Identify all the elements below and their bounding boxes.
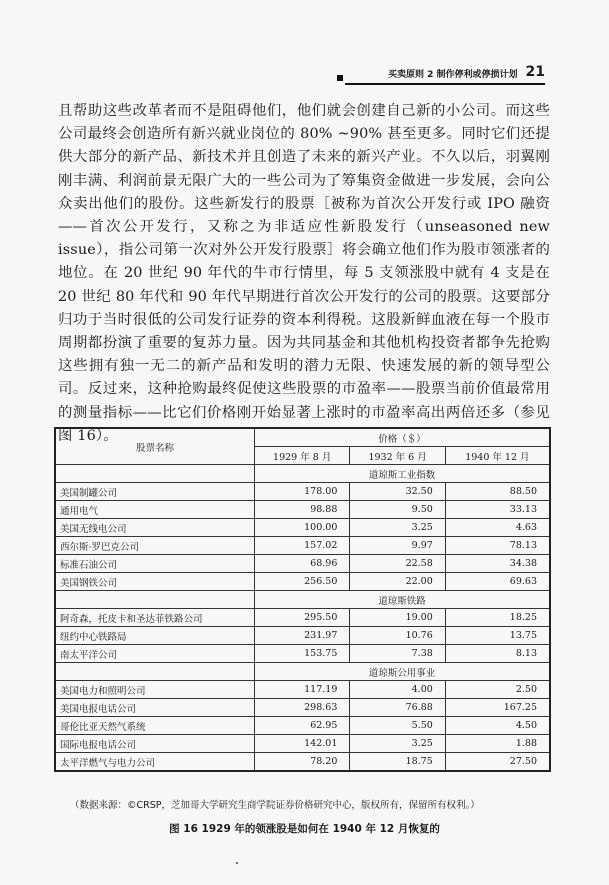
price-cell: 3.25 bbox=[350, 519, 445, 537]
section-row bbox=[55, 663, 550, 681]
section-blank-cell bbox=[55, 591, 255, 609]
price-cell: 7.38 bbox=[350, 645, 445, 663]
header-marker-icon bbox=[337, 75, 343, 81]
price-cell: 1.88 bbox=[445, 735, 550, 753]
stock-name-cell: 国际电报电话公司 bbox=[55, 735, 255, 753]
stock-name-cell: 美国制罐公司 bbox=[55, 483, 255, 501]
page-number: 21 bbox=[525, 64, 545, 80]
table-row bbox=[55, 483, 550, 501]
price-cell: 9.97 bbox=[350, 537, 445, 555]
price-cell: 18.25 bbox=[445, 609, 550, 627]
col-header-1929: 1929 年 8 月 bbox=[255, 447, 350, 465]
table-row bbox=[55, 501, 550, 519]
table-row bbox=[55, 573, 550, 591]
price-cell: 153.75 bbox=[255, 645, 350, 663]
price-cell: 4.50 bbox=[445, 717, 550, 735]
price-cell: 33.13 bbox=[445, 501, 550, 519]
col-header-1940: 1940 年 12 月 bbox=[445, 447, 550, 465]
table-row bbox=[55, 699, 550, 717]
price-cell: 8.13 bbox=[445, 645, 550, 663]
price-cell: 256.50 bbox=[255, 573, 350, 591]
header-rule bbox=[345, 83, 545, 85]
price-cell: 295.50 bbox=[255, 609, 350, 627]
section-row bbox=[55, 591, 550, 609]
price-cell: 5.50 bbox=[350, 717, 445, 735]
price-cell: 78.13 bbox=[445, 537, 550, 555]
body-paragraph-block bbox=[58, 100, 550, 448]
running-header bbox=[345, 64, 545, 80]
price-cell: 10.76 bbox=[350, 627, 445, 645]
price-cell: 19.00 bbox=[350, 609, 445, 627]
price-cell: 27.50 bbox=[445, 753, 550, 772]
price-cell: 32.50 bbox=[350, 483, 445, 501]
price-cell: 9.50 bbox=[350, 501, 445, 519]
price-cell: 142.01 bbox=[255, 735, 350, 753]
source-note: （数据来源：©CRSP，芝加哥大学研究生商学院证券价格研究中心，版权所有，保留所有权利。） bbox=[70, 800, 480, 811]
price-cell: 76.88 bbox=[350, 699, 445, 717]
price-cell: 68.96 bbox=[255, 555, 350, 573]
table-row bbox=[55, 555, 550, 573]
price-cell: 167.25 bbox=[445, 699, 550, 717]
price-cell: 13.75 bbox=[445, 627, 550, 645]
stock-name-header: 股票名称 bbox=[55, 428, 255, 465]
stock-name-cell: 美国电力和照明公司 bbox=[55, 681, 255, 699]
price-cell: 2.50 bbox=[445, 681, 550, 699]
page-speck bbox=[236, 862, 238, 864]
stock-name-cell: 标准石油公司 bbox=[55, 555, 255, 573]
table-row bbox=[55, 537, 550, 555]
section-title: 道琼斯工业指数 bbox=[255, 465, 551, 483]
price-cell: 62.95 bbox=[255, 717, 350, 735]
table-row bbox=[55, 627, 550, 645]
table-row bbox=[55, 609, 550, 627]
col-header-1932: 1932 年 6 月 bbox=[350, 447, 445, 465]
price-header: 价格（＄） bbox=[255, 428, 551, 447]
table-row bbox=[55, 717, 550, 735]
stock-name-cell: 太平洋燃气与电力公司 bbox=[55, 753, 255, 772]
table-row bbox=[55, 735, 550, 753]
stock-name-cell: 纽约中心铁路局 bbox=[55, 627, 255, 645]
stock-name-cell: 西尔斯·罗巴克公司 bbox=[55, 537, 255, 555]
price-cell: 78.20 bbox=[255, 753, 350, 772]
table-row bbox=[55, 519, 550, 537]
stock-name-cell: 美国电报电话公司 bbox=[55, 699, 255, 717]
section-row bbox=[55, 465, 550, 483]
price-cell: 18.75 bbox=[350, 753, 445, 772]
price-cell: 69.63 bbox=[445, 573, 550, 591]
stock-name-cell: 美国无线电公司 bbox=[55, 519, 255, 537]
price-cell: 3.25 bbox=[350, 735, 445, 753]
price-cell: 117.19 bbox=[255, 681, 350, 699]
table-row bbox=[55, 753, 550, 772]
price-cell: 231.97 bbox=[255, 627, 350, 645]
stock-name-cell: 美国钢铁公司 bbox=[55, 573, 255, 591]
table-header-row bbox=[55, 428, 550, 447]
price-cell: 22.58 bbox=[350, 555, 445, 573]
table-row bbox=[55, 681, 550, 699]
price-table bbox=[54, 427, 551, 772]
body-paragraph: 且帮助这些改革者而不是阻碍他们，他们就会创建自己新的小公司。而这些公司最终会创造所有新兴就业岗位的 80% ~90% 甚至更多。同时它们还提供大部分的新产品、新技术并且创造了未来的新兴产业。不久以后，羽翼刚刚丰满、利润前景无限广大的一些公司为了筹集资金做进一步发展，会向公众卖出他们的股份。这些新发行的股票［被称为首次公开发行或 IPO 融资——首次公开发行，又称之为非适应性新股发行（unseasoned new issue），指公司第一次对外公开发行股票］将会确立他们作为股市领涨者的地位。在 20 世纪 90 年代的牛市行情里，每 5 支领涨股中就有 4 支是在 20 世纪 80 年代和 90 年代早期进行首次公开发行的公司的股票。这要部分归功于当时很低的公司发行证券的资本利得税。这股新鲜血液在每一个股市周期都扮演了重要的复苏力量。因为共同基金和其他机构投资者都争先抢购这些拥有独一无二的新产品和发明的潜力无限、快速发展的新的领导型公司。反过来，这种抢购最终促使这些股票的市盈率——股票当前价值最常用的测量指标——比它们价格刚开始显著上涨时的市盈率高出两倍还多（参见图 16）。 bbox=[58, 103, 550, 444]
section-title: 道琼斯公用事业 bbox=[255, 663, 551, 681]
figure-caption: 图 16 1929 年的领涨股是如何在 1940 年 12 月恢复的 bbox=[169, 823, 440, 835]
price-cell: 157.02 bbox=[255, 537, 350, 555]
price-cell: 100.00 bbox=[255, 519, 350, 537]
table-row bbox=[55, 645, 550, 663]
price-cell: 22.00 bbox=[350, 573, 445, 591]
stock-name-cell: 通用电气 bbox=[55, 501, 255, 519]
price-cell: 88.50 bbox=[445, 483, 550, 501]
price-cell: 178.00 bbox=[255, 483, 350, 501]
section-blank-cell bbox=[55, 663, 255, 681]
stock-name-cell: 哥伦比亚天然气系统 bbox=[55, 717, 255, 735]
price-cell: 298.63 bbox=[255, 699, 350, 717]
stock-name-cell: 南太平洋公司 bbox=[55, 645, 255, 663]
section-blank-cell bbox=[55, 465, 255, 483]
price-cell: 4.00 bbox=[350, 681, 445, 699]
section-title: 道琼斯铁路 bbox=[255, 591, 551, 609]
price-cell: 4.63 bbox=[445, 519, 550, 537]
stock-name-cell: 阿奇森，托皮卡和圣达菲铁路公司 bbox=[55, 609, 255, 627]
price-cell: 98.88 bbox=[255, 501, 350, 519]
running-title: 买卖原则 2 制作停利或停损计划 bbox=[387, 70, 518, 80]
price-cell: 34.38 bbox=[445, 555, 550, 573]
